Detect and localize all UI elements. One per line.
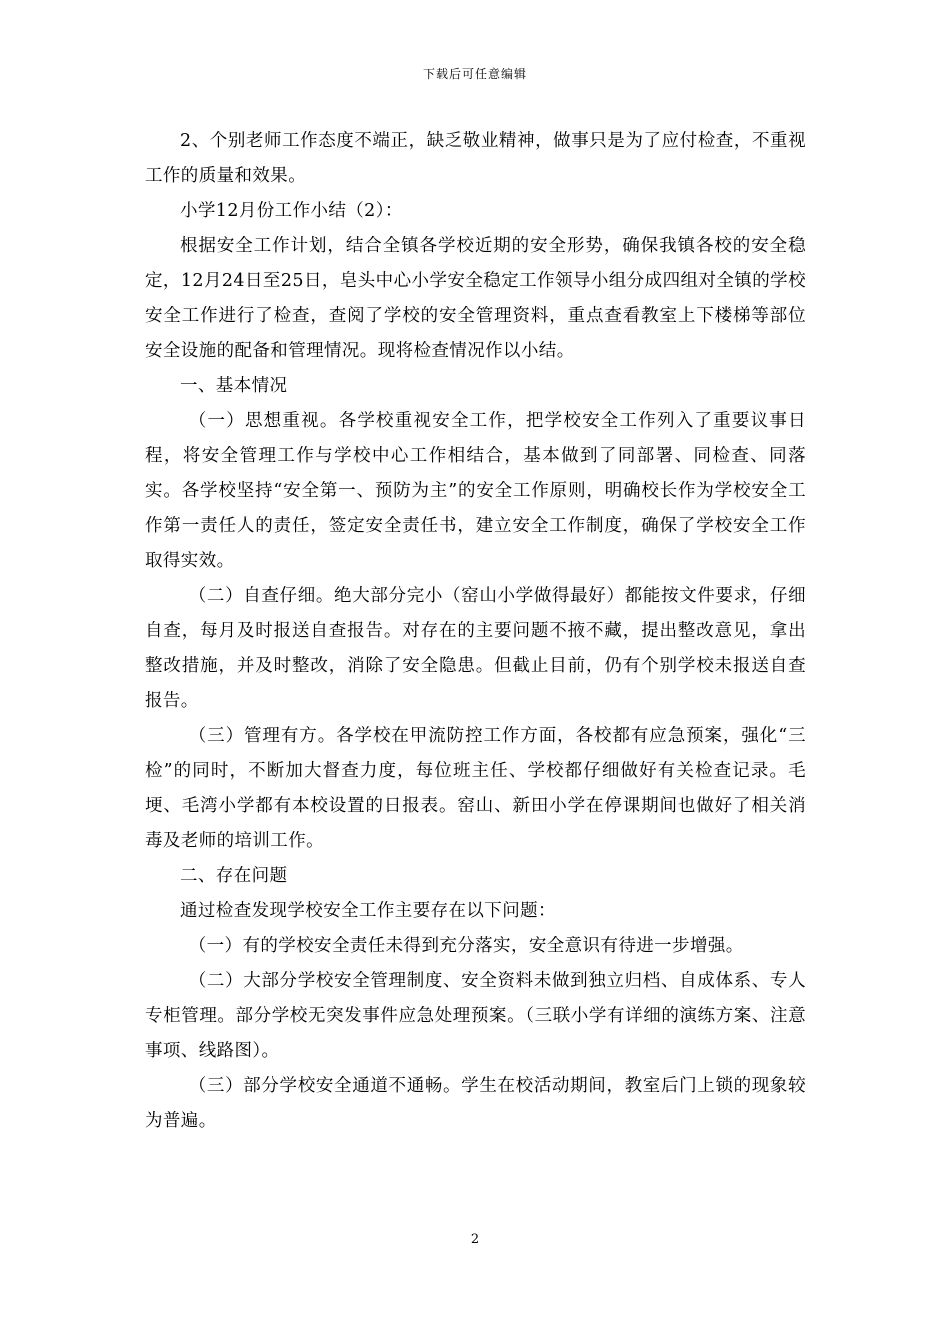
paragraph-self-check: （二）自查仔细。绝大部分完小（窑山小学做得最好）都能按文件要求，仔细自查，每月及时报送自查报告。对存在的主要问题不掖不藏，提出整改意见，拿出整改措施，并及时整改，消除了安全隐患。但截止目前，仍有个别学校未报送自查报告。: [145, 586, 806, 711]
paragraph-teacher-attitude: 2、个别老师工作态度不端正，缺乏敬业精神，做事只是为了应付检查，不重视工作的质量和效果。: [145, 131, 806, 186]
section-heading-problems: 二、存在问题: [180, 866, 288, 886]
page-number: 2: [470, 1232, 480, 1247]
paragraph-management: （三）管理有方。各学校在甲流防控工作方面，各校都有应急预案，强化“三检”的同时，不断加大督查力度，每位班主任、学校都仔细做好有关检查记录。毛埂、毛湾小学都有本校设置的日报表。窑山、新田小学在停课期间也做好了相关消毒及老师的培训工作。: [145, 726, 806, 851]
paragraph-ideology: （一）思想重视。各学校重视安全工作，把学校安全工作列入了重要议事日程，将安全管理工作与学校中心工作相结合，基本做到了同部署、同检查、同落实。各学校坚持“安全第一、预防为主”的安全工作原则，明确校长作为学校安全工作第一责任人的责任，签定安全责任书，建立安全工作制度，确保了学校安全工作取得实效。: [145, 411, 806, 571]
page-header: [0, 66, 950, 82]
paragraph-intro: 根据安全工作计划，结合全镇各学校近期的安全形势，确保我镇各校的安全稳定，12月24日至25日，皂头中心小学安全稳定工作领导小组分成四组对全镇的学校安全工作进行了检查，查阅了学校的安全管理资料，重点查看教室上下楼梯等部位安全设施的配备和管理情况。现将检查情况作以小结。: [145, 236, 806, 361]
paragraph-problem-3: （三）部分学校安全通道不通畅。学生在校活动期间，教室后门上锁的现象较为普遍。: [145, 1076, 806, 1131]
paragraph-problems-intro: 通过检查发现学校安全工作主要存在以下问题：: [180, 901, 556, 921]
document-body: [145, 124, 806, 1139]
paragraph-problem-1: （一）有的学校安全责任未得到充分落实，安全意识有待进一步增强。: [188, 936, 744, 956]
paragraph-summary-title: 小学12月份工作小结（2）：: [180, 201, 403, 221]
section-heading-basic-situation: 一、基本情况: [180, 376, 288, 396]
page-footer: [0, 1231, 950, 1249]
header-note: 下载后可任意编辑: [422, 67, 527, 81]
paragraph-problem-2: （二）大部分学校安全管理制度、安全资料未做到独立归档、自成体系、专人专柜管理。部分学校无突发事件应急处理预案。（三联小学有详细的演练方案、注意事项、线路图）。: [145, 971, 806, 1061]
